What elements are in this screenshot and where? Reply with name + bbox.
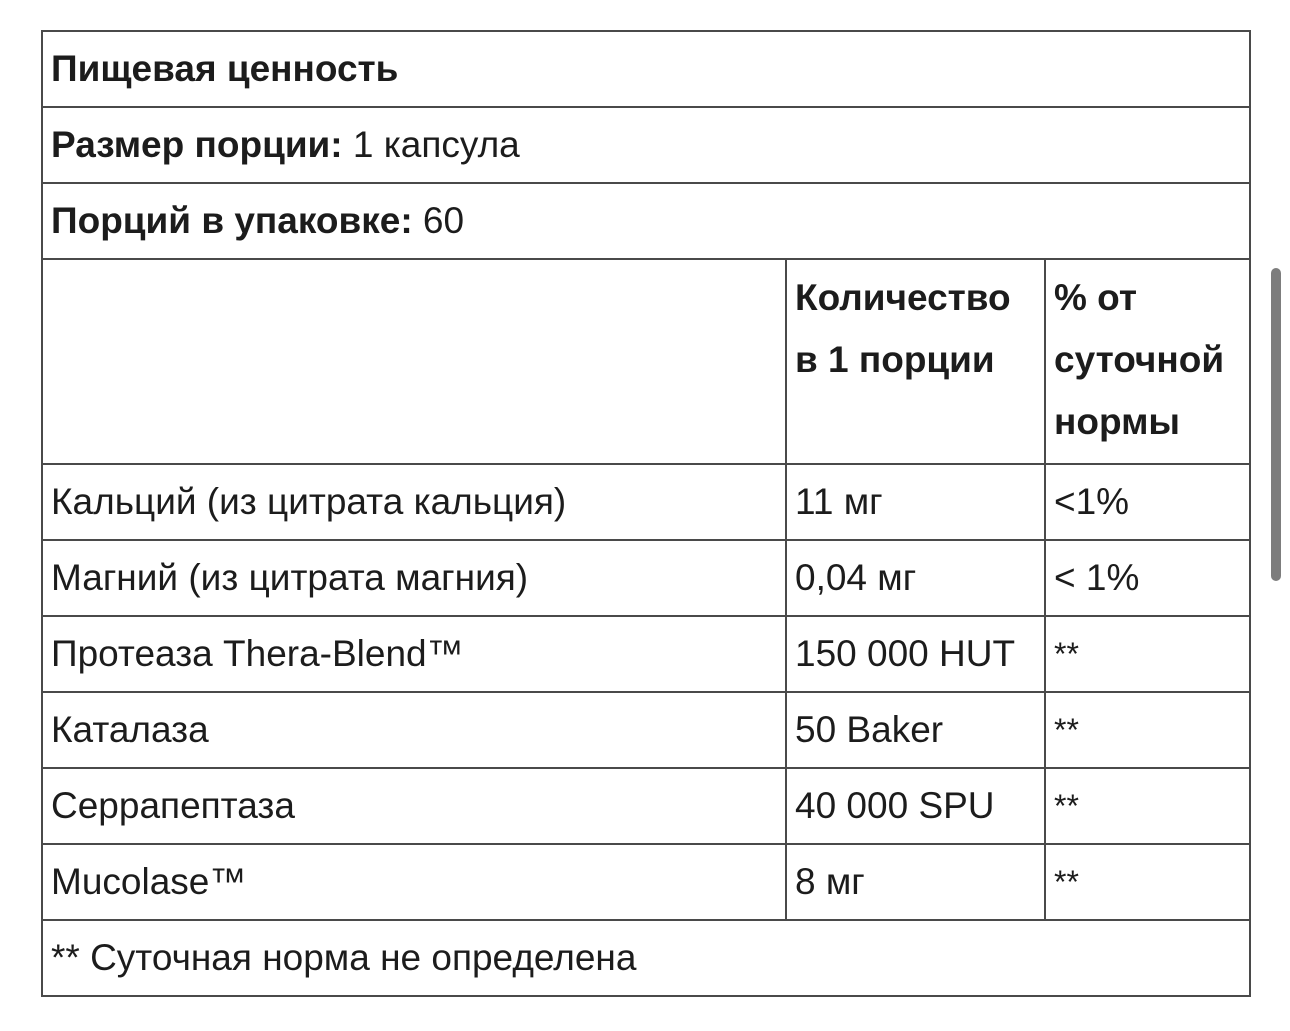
amount-column-header: Количество в 1 порции <box>786 259 1045 464</box>
table-row <box>42 464 1250 540</box>
footnote-row <box>42 920 1250 996</box>
serving-size-value: 1 капсула <box>352 124 520 165</box>
empty-header-cell <box>42 259 786 464</box>
table-title <box>42 31 1250 107</box>
servings-label: Порций в упаковке: <box>51 200 413 241</box>
nutrient-amount: 50 Baker <box>786 692 1045 768</box>
table-row <box>42 768 1250 844</box>
table-title-text: Пищевая ценность <box>51 48 399 89</box>
nutrient-name: Mucolase™ <box>42 844 786 920</box>
daily-value-column-header: % от суточной нормы <box>1045 259 1250 464</box>
nutrient-amount: 11 мг <box>786 464 1045 540</box>
table-row <box>42 844 1250 920</box>
serving-size-row <box>42 107 1250 183</box>
title-row <box>42 31 1250 107</box>
vertical-scrollbar[interactable] <box>1271 268 1281 581</box>
table-row <box>42 692 1250 768</box>
nutrient-daily-value: <1% <box>1045 464 1250 540</box>
table-row <box>42 540 1250 616</box>
nutrient-name: Каталаза <box>42 692 786 768</box>
nutrient-amount: 0,04 мг <box>786 540 1045 616</box>
servings-value: 60 <box>422 200 465 241</box>
nutrition-table <box>41 30 1251 997</box>
nutrition-facts <box>41 30 1249 997</box>
nutrient-daily-value: ** <box>1045 768 1250 844</box>
nutrient-daily-value: < 1% <box>1045 540 1250 616</box>
nutrient-name: Серрапептаза <box>42 768 786 844</box>
nutrient-daily-value: ** <box>1045 692 1250 768</box>
column-header-row <box>42 259 1250 464</box>
nutrient-amount: 150 000 HUT <box>786 616 1045 692</box>
nutrient-name: Магний (из цитрата магния) <box>42 540 786 616</box>
nutrient-daily-value: ** <box>1045 616 1250 692</box>
nutrient-name: Кальций (из цитрата кальция) <box>42 464 786 540</box>
nutrient-daily-value: ** <box>1045 844 1250 920</box>
nutrient-amount: 40 000 SPU <box>786 768 1045 844</box>
footnote: ** Суточная норма не определена <box>42 920 1250 996</box>
serving-size-label: Размер порции: <box>51 124 343 165</box>
servings-per-container-row <box>42 183 1250 259</box>
nutrient-name: Протеаза Thera-Blend™ <box>42 616 786 692</box>
nutrient-amount: 8 мг <box>786 844 1045 920</box>
table-row <box>42 616 1250 692</box>
